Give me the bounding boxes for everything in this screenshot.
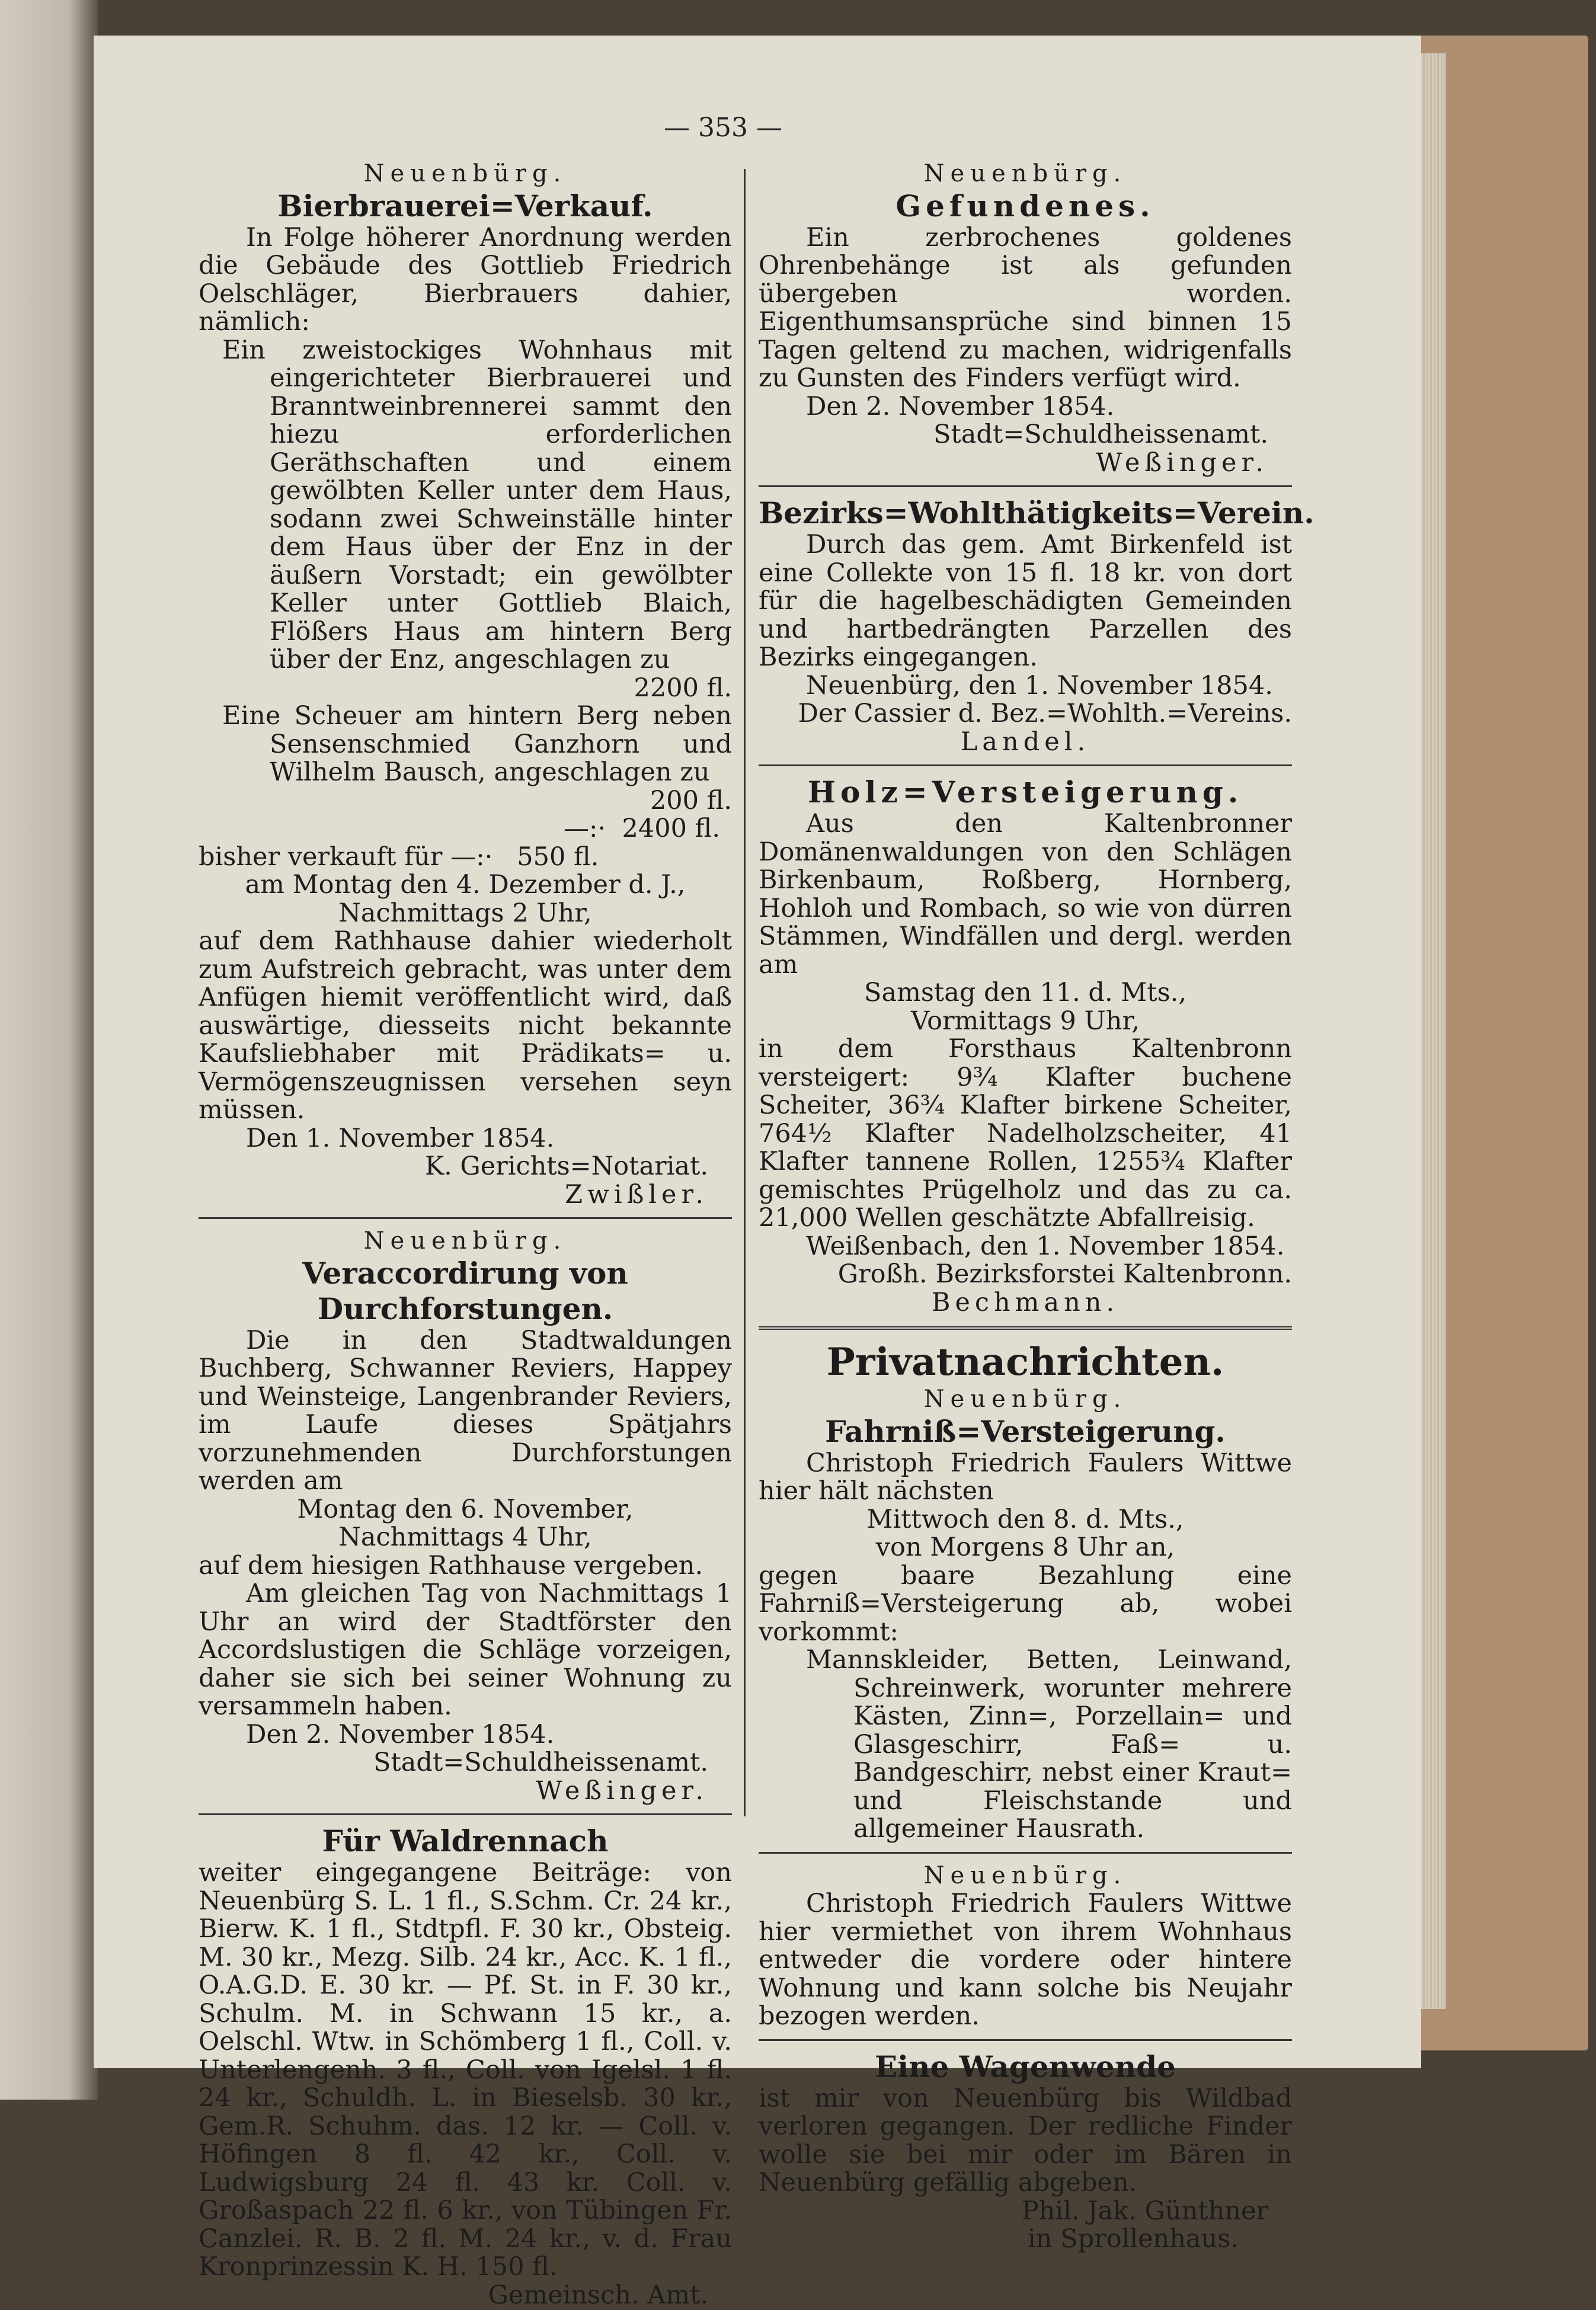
- notice-durchforstungen: [199, 1227, 732, 1805]
- notice-place: Neuenbürg.: [923, 160, 1127, 187]
- auction-time: Vormittags 9 Uhr,: [911, 1006, 1140, 1036]
- notice-title: Gefundenes.: [895, 188, 1155, 223]
- notice-place: Neuenbürg.: [363, 160, 567, 187]
- notice-waldrennach: [199, 1823, 732, 2309]
- notice-title: Bezirks=Wohlthätigkeits=Verein.: [759, 495, 1314, 530]
- notice-wohnung: [759, 1862, 1292, 2031]
- separator-rule: [199, 1813, 732, 1815]
- issuing-office: Der Cassier d. Bez.=Wohlth.=Vereins.: [798, 699, 1292, 728]
- dateline: Den 2. November 1854.: [806, 391, 1115, 421]
- notice-fahrniss: [759, 1386, 1292, 1844]
- notice-text: Die in den Stadtwaldungen Buchberg, Schwanner Reviers, Happey und Weinsteige, Langenbrander Reviers, im Laufe dieses Spätjahrs vorzunehmenden Durchforstungen werden am: [199, 1325, 732, 1496]
- total-row: [199, 815, 732, 843]
- total-amount: 2400 fl.: [622, 814, 720, 843]
- issuing-office: Großh. Bezirksforstei Kaltenbronn.: [837, 1259, 1292, 1289]
- notice-title: Fahrniß=Versteigerung.: [825, 1413, 1226, 1449]
- notice-place: Neuenbürg.: [363, 1227, 567, 1255]
- auction-date: am Montag den 4. Dezember d. J.,: [245, 870, 686, 900]
- notice-wohlthaetigkeit: [759, 495, 1314, 757]
- notice-text: Am gleichen Tag von Nachmittags 1 Uhr an wird der Stadtförster den Accordslustigen die Schläge vorzeigen, daher sie sich bei seiner Wohnung zu versammeln haben.: [199, 1579, 732, 1721]
- property-amount-2: 200 fl.: [650, 785, 732, 815]
- item-list: Mannskleider, Betten, Leinwand, Schreinwerk, worunter mehrere Kästen, Zinn=, Porzellain= und Glasgeschirr, Faß= u. Bandgeschirr, nebst einer Kraut= und Fleischstande und allgemeiner Hausrath.: [806, 1645, 1292, 1844]
- dateline: Neuenbürg, den 1. November 1854.: [806, 670, 1273, 700]
- dateline: Weißenbach, den 1. November 1854.: [806, 1231, 1285, 1261]
- signer: Zwißler.: [565, 1179, 708, 1210]
- left-column: [199, 160, 732, 2309]
- notice-gefundenes: [759, 160, 1292, 477]
- notice-title: Veraccordirung von Durchforstungen.: [302, 1255, 628, 1326]
- auction-date: Mittwoch den 8. d. Mts.,: [866, 1504, 1184, 1534]
- notice-title: Holz=Versteigerung.: [807, 775, 1243, 810]
- notice-text: auf dem hiesigen Rathhause vergeben.: [199, 1550, 703, 1580]
- section-rule: [759, 1326, 1292, 1330]
- notice-text: In Folge höherer Anordnung werden die Gebäude des Gottlieb Friedrich Oelschläger, Bierbrauers dahier, nämlich:: [199, 222, 732, 337]
- notice-title: Eine Wagenwende: [875, 2049, 1176, 2084]
- separator-rule: [759, 764, 1292, 766]
- notice-place: Neuenbürg.: [923, 1861, 1127, 1889]
- previous-page-gutter: [0, 0, 98, 2100]
- issuing-office: K. Gerichts=Notariat.: [424, 1151, 708, 1181]
- sold-label: bisher verkauft für —:·: [199, 842, 493, 872]
- notice-text: gegen baare Bezahlung eine Fahrniß=Versteigerung ab, wobei vorkommt:: [759, 1560, 1292, 1647]
- notice-title: Bierbrauerei=Verkauf.: [277, 188, 653, 223]
- donation-list: weiter eingegangene Beiträge: von Neuenbürg S. L. 1 fl., S.Schm. Cr. 24 kr., Bierw. K. 1 fl., Stdtpfl. F. 30 kr., Obsteig. M. 30 kr., Mezg. Silb. 24 kr., Acc. K. 1 fl., O.A.G.D. E. 30 kr. — Pf. St. in F. 30 kr., Schulm. M. in Schwann 15 kr., a. Oelschl. Wtw. in Schömberg 1 fl., Coll. v. Unterlengenh. 3 fl., Coll. von Igelsl. 1 fl. 24 kr., Schuldh. L. in Bieselsb. 30 kr., Gem.R. Schuhm. das. 12 kr. — Coll. v. Höfingen 8 fl. 42 kr., Coll. v. Ludwigsburg 24 fl. 43 kr. Coll. v. Großaspach 22 fl. 6 kr., von Tübingen Fr. Canzlei. R. B. 2 fl. M. 24 kr., v. d. Frau Kronprinzessin K. H. 150 fl.: [199, 1858, 732, 2282]
- total-label: —:·: [564, 814, 606, 843]
- property-amount-1: 2200 fl.: [634, 673, 732, 703]
- separator-rule: [759, 485, 1292, 487]
- auction-time: Nachmittags 2 Uhr,: [338, 898, 592, 928]
- page-number: — 353 —: [664, 113, 782, 143]
- right-column: [759, 160, 1314, 2254]
- signer: Bechmann.: [931, 1287, 1120, 1317]
- notice-text: in dem Forsthaus Kaltenbronn versteigert: 9¾ Klafter buchene Scheiter, 36¾ Klafter birkene Scheiter, 764½ Klafter Nadelholzscheiter, 41 Klafter tannene Rollen, 1255¾ Klafter gemischtes Prügelholz und das zu ca. 21,000 Wellen geschätzte Abfallreisig.: [759, 1034, 1292, 1233]
- sold-amount: 550 fl.: [517, 842, 599, 872]
- section-heading: Privatnachrichten.: [826, 1340, 1224, 1384]
- notice-text: ist mir von Neuenbürg bis Wildbad verloren gegangen. Der redliche Finder wolle sie bei mir oder im Bären in Neuenbürg gefällig abgeben.: [759, 2083, 1292, 2197]
- signer: Weßinger.: [1096, 447, 1268, 478]
- notice-text: auf dem Rathhause dahier wiederholt zum Aufstreich gebracht, was unter dem Anfügen hiemit veröffentlicht wird, daß auswärtige, diesseits nicht bekannte Kaufsliebhaber mit Prädikats= u. Vermögenszeugnissen versehen seyn müssen.: [199, 926, 732, 1125]
- dateline: Den 2. November 1854.: [246, 1719, 555, 1749]
- signer: Phil. Jak. Günthner: [1021, 2196, 1268, 2226]
- separator-rule: [199, 1217, 732, 1219]
- notice-text: Ein zerbrochenes goldenes Ohrenbehänge ist als gefunden übergeben worden. Eigenthumsansprüche sind binnen 15 Tagen geltend zu machen, widrigenfalls zu Gunsten des Finders verfügt wird.: [759, 222, 1292, 393]
- sold-row: [199, 843, 732, 872]
- property-item-1: Ein zweistockiges Wohnhaus mit eingerichteter Bierbrauerei und Branntweinbrennerei sammt den hiezu erforderlichen Geräthschaften und einem gewölbten Keller unter dem Haus, sodann zwei Schweinställe hinter dem Haus über der Enz in der äußern Vorstadt; ein gewölbter Keller unter Gottlieb Blaich, Flößers Haus am hintern Berg über der Enz, angeschlagen zu: [222, 335, 732, 674]
- separator-rule: [759, 1852, 1292, 1854]
- separator-rule: [759, 2039, 1292, 2041]
- notice-text: Christoph Friedrich Faulers Wittwe hier hält nächsten: [759, 1448, 1292, 1506]
- issuing-office: Stadt=Schuldheissenamt.: [373, 1748, 708, 1777]
- notice-text: Durch das gem. Amt Birkenfeld ist eine Collekte von 15 fl. 18 kr. von dort für die hagelbeschädigten Gemeinden und hartbedrängten Parzellen des Bezirks eingegangen.: [759, 530, 1292, 672]
- auction-time: Nachmittags 4 Uhr,: [338, 1522, 592, 1552]
- notice-wagenwende: [759, 2049, 1292, 2254]
- auction-date: Montag den 6. November,: [297, 1494, 634, 1524]
- signer: Gemeinsch. Amt.: [488, 2280, 708, 2310]
- auction-time: von Morgens 8 Uhr an,: [875, 1532, 1175, 1562]
- notice-text: Aus den Kaltenbronner Domänenwaldungen von den Schlägen Birkenbaum, Roßberg, Hornberg, Hohloh und Rombach, so wie von dürren Stämmen, Windfällen und dergl. werden am: [759, 809, 1292, 980]
- auction-date: Samstag den 11. d. Mts.,: [863, 978, 1186, 1007]
- signer: Weßinger.: [536, 1775, 708, 1806]
- notice-holz: [759, 775, 1292, 1317]
- notice-bierbrauerei: [199, 160, 732, 1209]
- property-item-2: Eine Scheuer am hintern Berg neben Sensenschmied Ganzhorn und Wilhelm Bausch, angeschlagen zu: [222, 701, 732, 787]
- issuing-office: Stadt=Schuldheissenamt.: [933, 420, 1268, 449]
- notice-place: Neuenbürg.: [923, 1386, 1127, 1413]
- notice-text: Christoph Friedrich Faulers Wittwe hier vermiethet von ihrem Wohnhaus entweder die vordere oder hintere Wohnung und kann solche bis Neujahr bezogen werden.: [759, 1889, 1292, 2031]
- signer: Landel.: [960, 727, 1090, 757]
- dateline: Den 1. November 1854.: [246, 1123, 555, 1153]
- notice-title: Für Waldrennach: [322, 1823, 609, 1858]
- signer-location: in Sprollenhaus.: [1028, 2224, 1239, 2254]
- column-divider: [744, 169, 746, 1816]
